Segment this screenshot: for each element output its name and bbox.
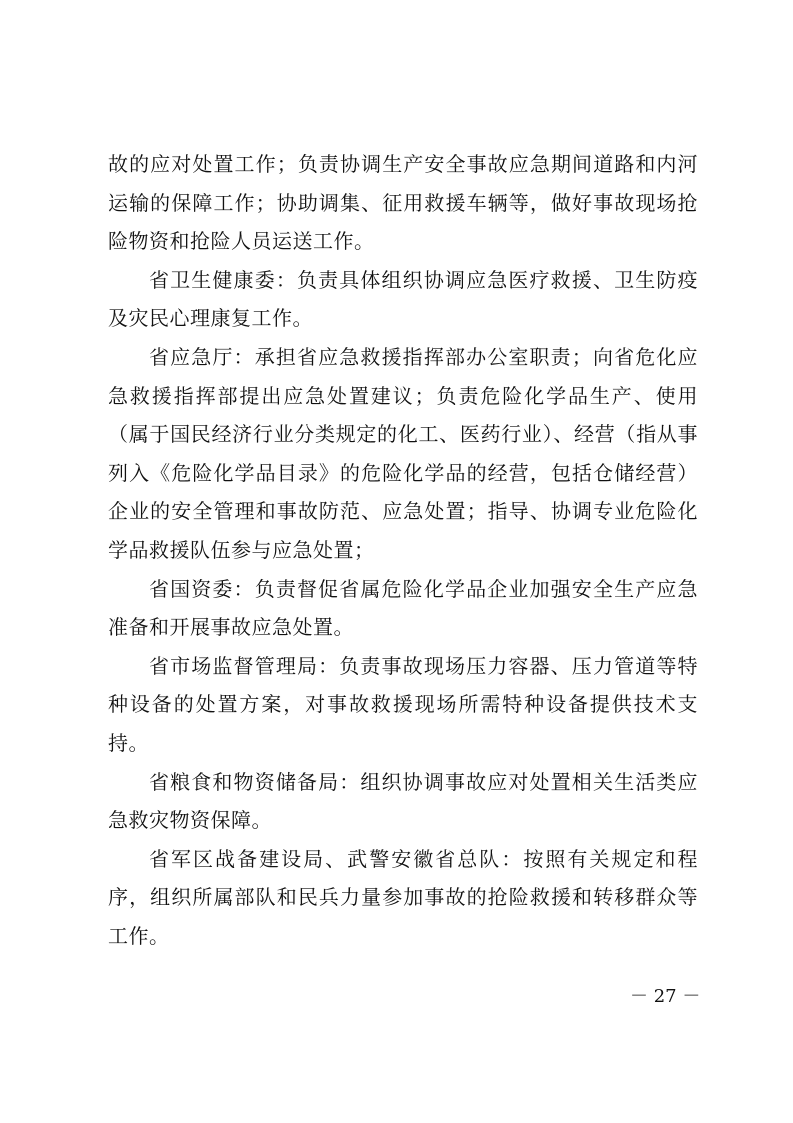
- page-number: － 27 －: [630, 986, 701, 1007]
- paragraph-emergency-department: 省应急厅：承担省应急救援指挥部办公室职责；向省危化应急救援指挥部提出应急处置建议；负责危险化学品生产、使用（属于国民经济行业分类规定的化工、医药行业）、经营（指从事列入《危险化学品目录》的危险化学品的经营，包括仓储经营）企业的安全管理和事故防范、应急处置；指导、协调专业危险化学品救援队伍参与应急处置；: [108, 344, 698, 562]
- body-text: [108, 145, 698, 955]
- paragraph-military-district: 省军区战备建设局、武警安徽省总队：按照有关规定和程序，组织所属部队和民兵力量参加事故的抢险救援和转移群众等工作。: [108, 846, 698, 948]
- paragraph-market-regulation: 省市场监督管理局：负责事故现场压力容器、压力管道等特种设备的处置方案，对事故救援现场所需特种设备提供技术支持。: [108, 653, 698, 755]
- paragraph-sasac: 省国资委：负责督促省属危险化学品企业加强安全生产应急准备和开展事故应急处置。: [108, 576, 698, 640]
- paragraph-continuation: 故的应对处置工作；负责协调生产安全事故应急期间道路和内河运输的保障工作；协助调集、征用救援车辆等，做好事故现场抢险物资和抢险人员运送工作。: [108, 152, 698, 254]
- paragraph-grain-reserves: 省粮食和物资储备局：组织协调事故应对处置相关生活类应急救灾物资保障。: [108, 769, 698, 833]
- paragraph-health-commission: 省卫生健康委：负责具体组织协调应急医疗救援、卫生防疫及灾民心理康复工作。: [108, 267, 698, 331]
